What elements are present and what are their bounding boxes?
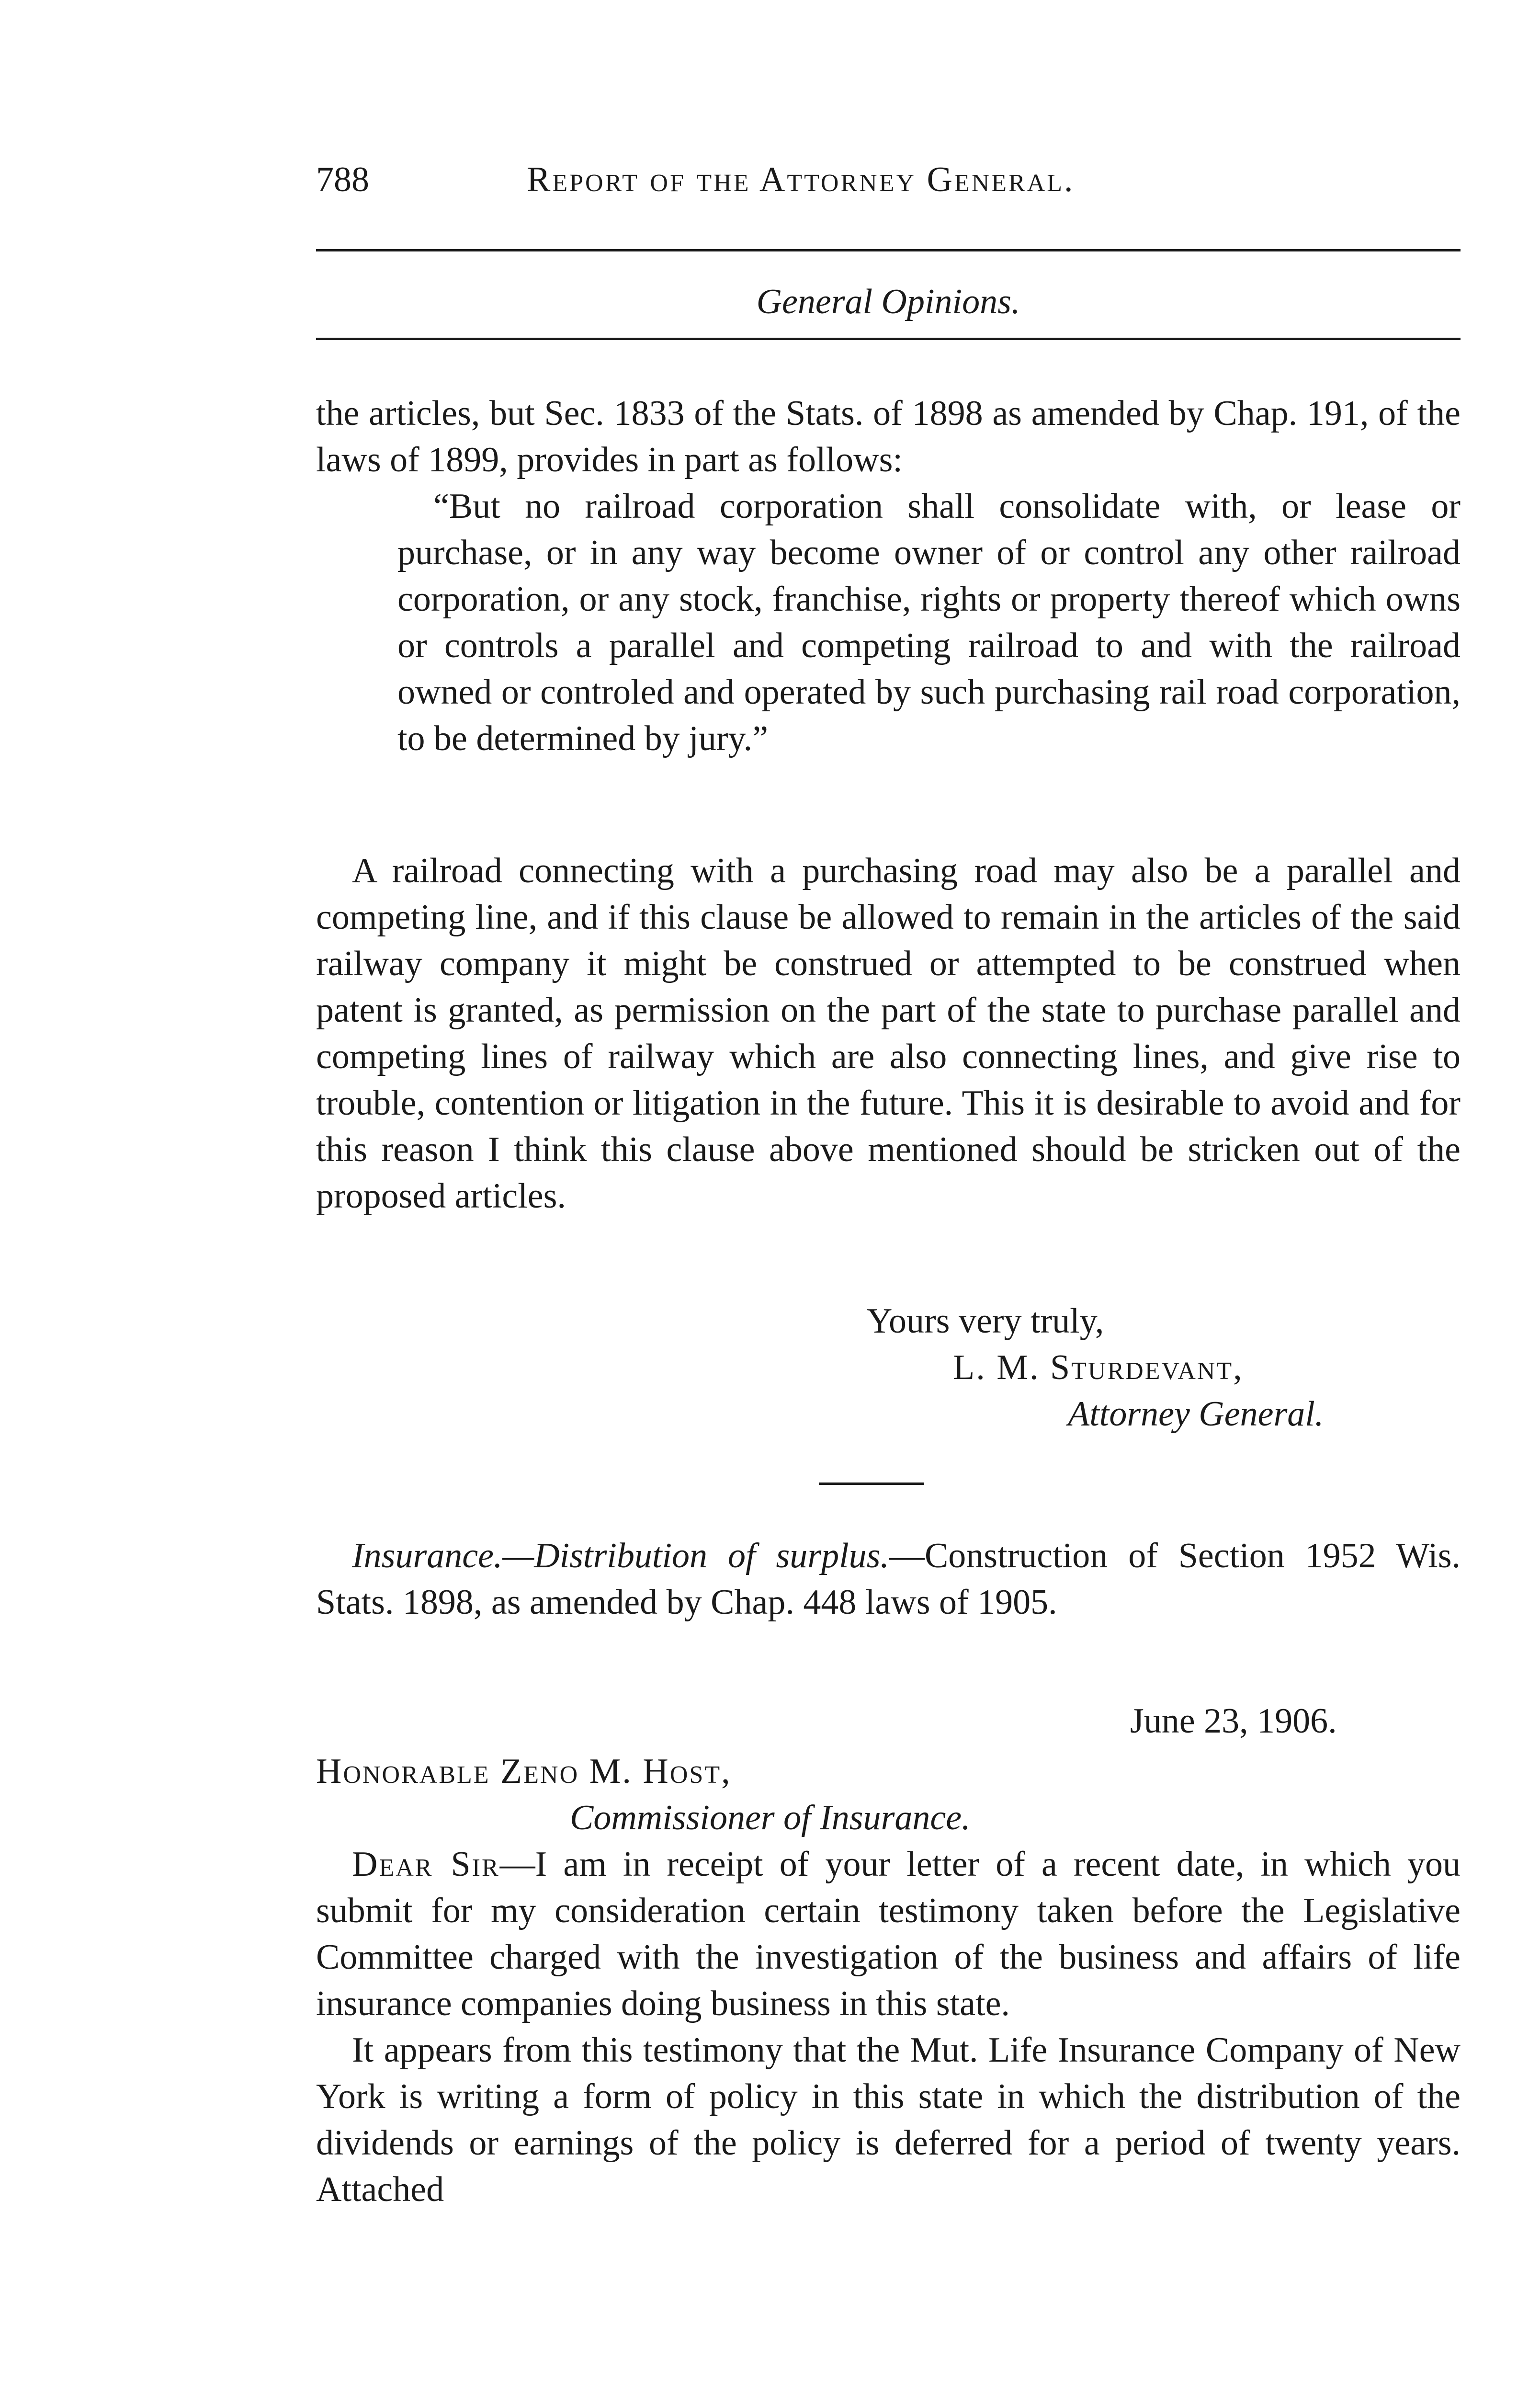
statute-quote: “But no railroad corporation shall consolidate with, or lease or purchase, or in any way become owner of or control any other railroad corporation, or any stock, franchise, rights or property thereof which owns or controls a parallel and competing railroad to and with the railroad owned or controled and operated by such purchasing rail road corporation, to be determined by jury.” <box>397 487 1461 758</box>
letter-body <box>316 1841 1461 2213</box>
page-number: 788 <box>316 160 369 199</box>
opinion-syllabus <box>316 1533 1461 1626</box>
letter-date: June 23, 1906. <box>1130 1701 1337 1741</box>
second-paragraph-block <box>316 848 1461 1220</box>
section-title: General Opinions. <box>756 282 1020 321</box>
letter-first-paragraph <box>316 1841 1461 2027</box>
header-rule-top <box>316 249 1461 251</box>
closing-signer: L. M. Sturdevant, <box>953 1348 1244 1387</box>
page-header <box>316 158 1461 201</box>
letter-addressee-title: Commissioner of Insurance. <box>570 1798 971 1837</box>
section-separator <box>819 1483 924 1485</box>
letter-addressee: Honorable Zeno M. Host, <box>316 1752 732 1791</box>
letter-second-paragraph: It appears from this testimony that the Mut. Life Insurance Company of New York is writing a form of policy in this state in which the distribution of the dividends or earnings of the policy is deferred for a period of twenty years. Attached <box>316 2030 1461 2209</box>
closing-office: Attorney General. <box>1068 1394 1324 1434</box>
header-rule-bottom <box>316 338 1461 340</box>
second-paragraph: A railroad connecting with a purchasing road may also be a parallel and competing line, and if this clause be allowed to remain in the articles of the said railway company it might be construed or attempted to be construed when patent is granted, as permission on the part of the state to purchase parallel and competing lines of railway which are also connecting lines, and give rise to trouble, contention or litigation in the future. This it is desirable to avoid and for this reason I think this clause above mentioned should be stricken out of the proposed articles. <box>316 851 1461 1216</box>
opening-paragraph: the articles, but Sec. 1833 of the Stats. of 1898 as amended by Chap. 191, of the laws of 1899, provides in part as follows: <box>316 394 1461 479</box>
statute-quote-block <box>397 483 1461 762</box>
opening-paragraph-block <box>316 390 1461 483</box>
letter-salutation: Dear Sir <box>352 1845 500 1884</box>
letter-first-paragraph-text: —I am in receipt of your letter of a recent date, in which you submit for my consideration certain testimony taken before the Legislative Committee charged with the investigation of the business and affairs of life insurance companies doing business in this state. <box>316 1845 1461 2023</box>
syllabus-subject: Insurance.—Distribution of surplus. <box>352 1536 889 1575</box>
syllabus-text: —Construction of Section 1952 Wis. Stats. 1898, as amended by Chap. 448 laws of 1905. <box>316 1536 1461 1622</box>
closing-salutation: Yours very truly, <box>867 1301 1104 1341</box>
running-title: Report of the Attorney General. <box>527 160 1075 199</box>
